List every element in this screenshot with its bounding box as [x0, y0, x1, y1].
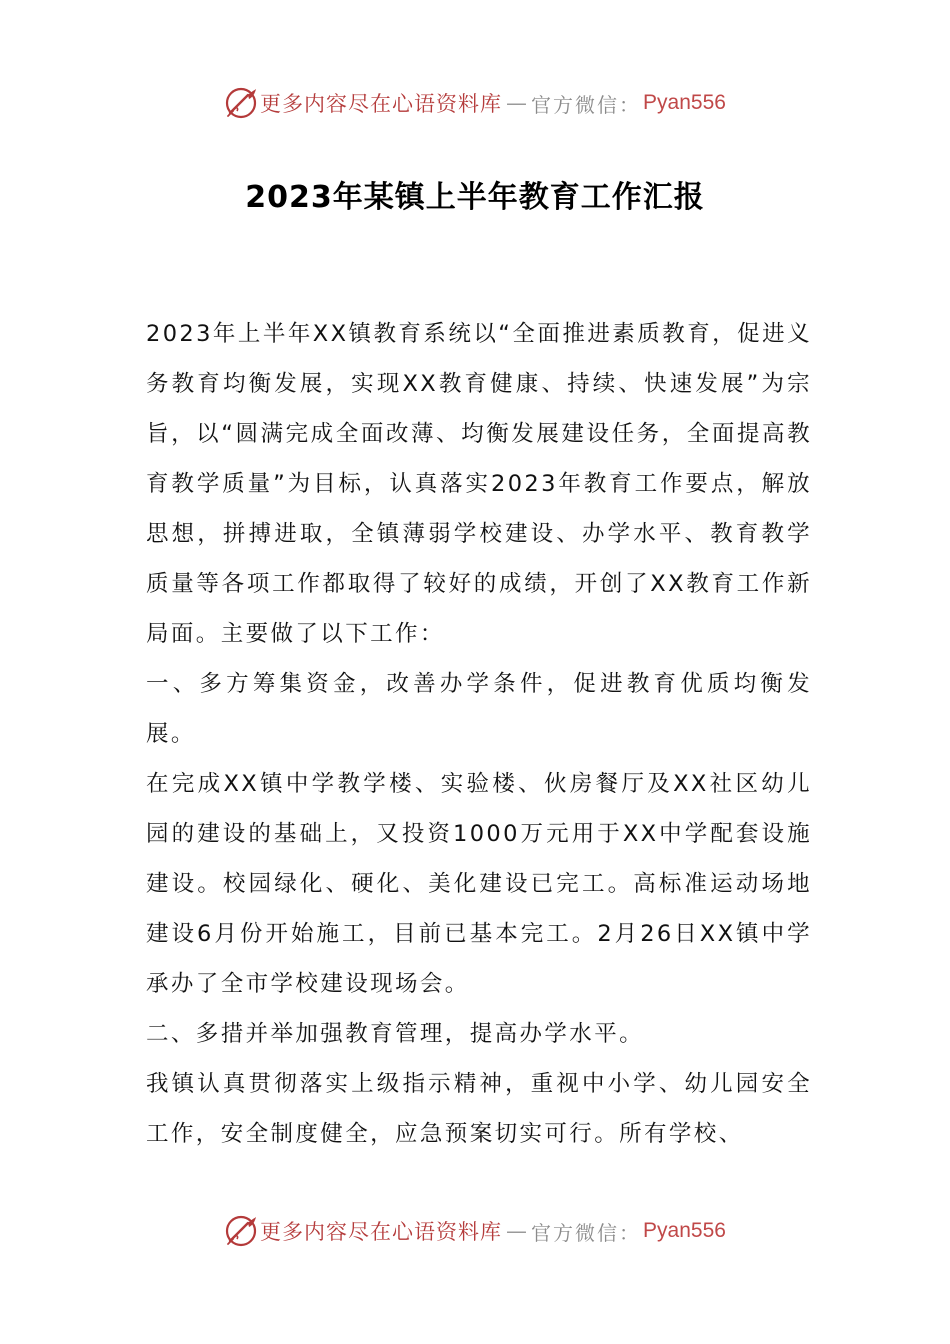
paragraph-section-2: 我镇认真贯彻落实上级指示精神，重视中小学、幼儿园安全工作，安全制度健全，应急预案切实可行。所有学校、 — [146, 1071, 812, 1147]
watermark-separator: — — [506, 1219, 528, 1243]
watermark-wechat-id: Pyan556 — [643, 1219, 726, 1242]
header-watermark — [0, 83, 950, 123]
paragraph-intro: 2023年上半年XX镇教育系统以“全面推进素质教育，促进义务教育均衡发展，实现XX教育健康、持续、快速发展”为宗旨，以“圆满完成全面改薄、均衡发展建设任务，全面提高教育教学质量”为目标，认真落实2023年教育工作要点，解放思想，拼搏进取，全镇薄弱学校建设、办学水平、教育教学质量等各项工作都取得了较好的成绩，开创了XX教育工作新局面。主要做了以下工作： — [146, 321, 812, 647]
section-heading-2: 二、多措并举加强教育管理，提高办学水平。 — [146, 1021, 645, 1047]
footer-watermark — [0, 1211, 950, 1251]
document-body — [146, 309, 812, 1159]
paragraph-section-1: 在完成XX镇中学教学楼、实验楼、伙房餐厅及XX社区幼儿园的建设的基础上，又投资1000万元用于XX中学配套设施建设。校园绿化、硬化、美化建设已完工。高标准运动场地建设6月份开始施工，目前已基本完工。2月26日XX镇中学承办了全市学校建设现场会。 — [146, 771, 812, 997]
watermark-brand: 更多内容尽在心语资料库 — [260, 92, 503, 116]
watermark-official-label: 官方微信： — [531, 92, 642, 117]
watermark-brand: 更多内容尽在心语资料库 — [260, 1220, 503, 1244]
watermark-separator: — — [506, 91, 528, 115]
watermark-official-label: 官方微信： — [531, 1220, 642, 1245]
document-title: 2023年某镇上半年教育工作汇报 — [245, 180, 705, 215]
quill-logo-icon — [224, 86, 258, 120]
section-heading-1: 一、多方筹集资金，改善办学条件，促进教育优质均衡发展。 — [146, 671, 812, 747]
watermark-wechat-id: Pyan556 — [643, 91, 726, 114]
quill-logo-icon — [224, 1214, 258, 1248]
